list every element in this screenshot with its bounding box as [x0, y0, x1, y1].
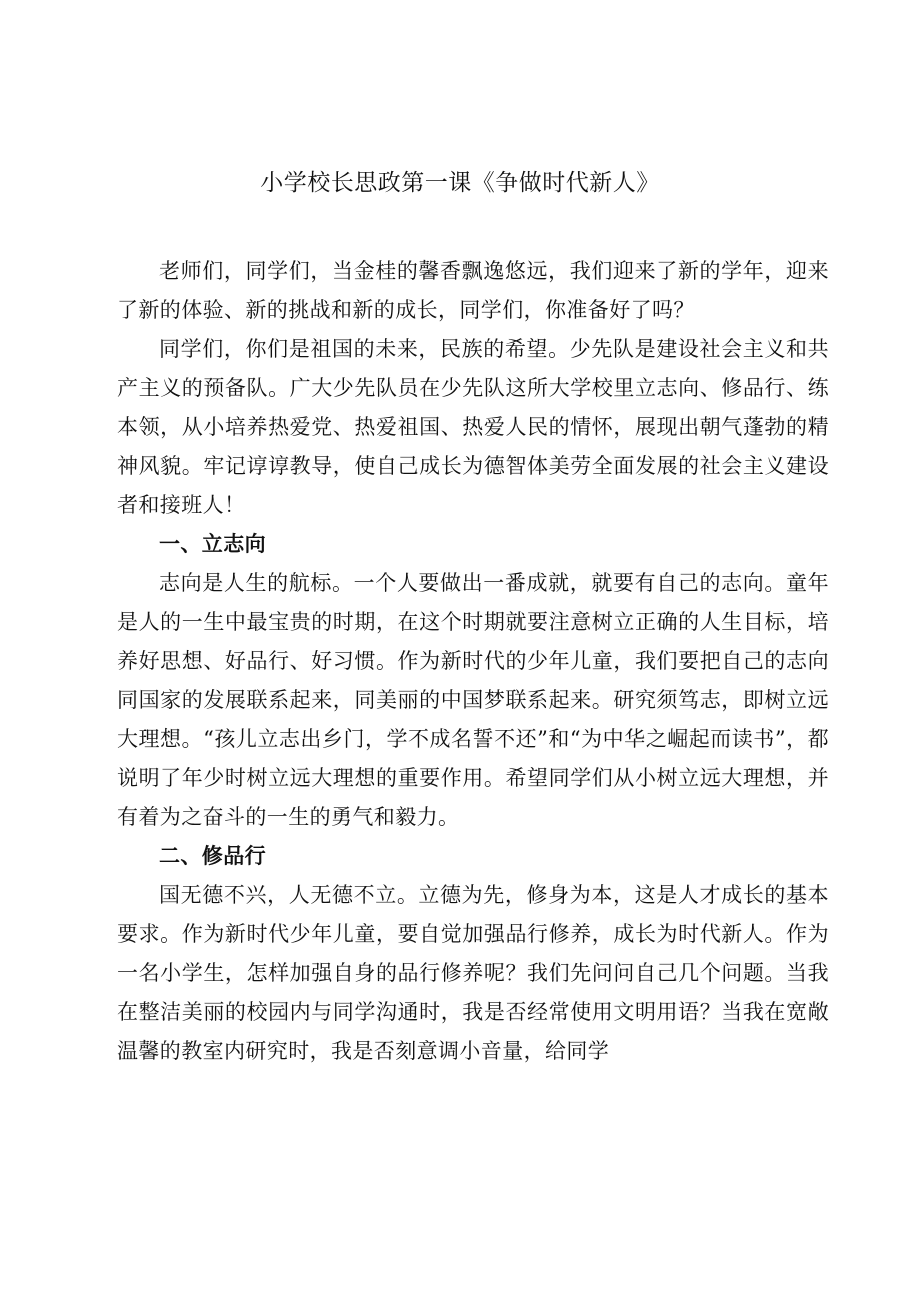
intro-paragraph-1: 老师们，同学们，当金桂的馨香飘逸悠远，我们迎来了新的学年，迎来了新的体验、新的挑战和新的成长，同学们，你准备好了吗？: [117, 259, 829, 322]
section-heading-character: 二、修品行: [159, 844, 266, 868]
section-character-paragraph: 国无德不兴，人无德不立。立德为先，修身为本，这是人才成长的基本要求。作为新时代少年儿童，要自觉加强品行修养，成长为时代新人。作为一名小学生，怎样加强自身的品行修养呢？我们先问问自己几个问题。当我在整洁美丽的校园内与同学沟通时，我是否经常使用文明用语？当我在宽敞温馨的教室内研究时，我是否刻意调小音量，给同学: [117, 883, 829, 1063]
document-body: [117, 252, 829, 1071]
section-heading-aspiration: 一、立志向: [159, 532, 266, 556]
intro-paragraph-2: 同学们，你们是祖国的未来，民族的希望。少先队是建设社会主义和共产主义的预备队。广大少先队员在少先队这所大学校里立志向、修品行、练本领，从小培养热爱党、热爱祖国、热爱人民的情怀，展现出朝气蓬勃的精神风貌。牢记谆谆教导，使自己成长为德智体美劳全面发展的社会主义建设者和接班人！: [117, 337, 829, 517]
section-aspiration-paragraph: 志向是人生的航标。一个人要做出一番成就，就要有自己的志向。童年是人的一生中最宝贵的时期，在这个时期就要注意树立正确的人生目标，培养好思想、好品行、好习惯。作为新时代的少年儿童，我们要把自己的志向同国家的发展联系起来，同美丽的中国梦联系起来。研究须笃志，即树立远大理想。“孩儿立志出乡门，学不成名誓不还”和“为中华之崛起而读书”，都说明了年少时树立远大理想的重要作用。希望同学们从小树立远大理想，并有着为之奋斗的一生的勇气和毅力。: [117, 571, 829, 829]
page-title: 小学校长思政第一课《争做时代新人》: [260, 170, 660, 196]
